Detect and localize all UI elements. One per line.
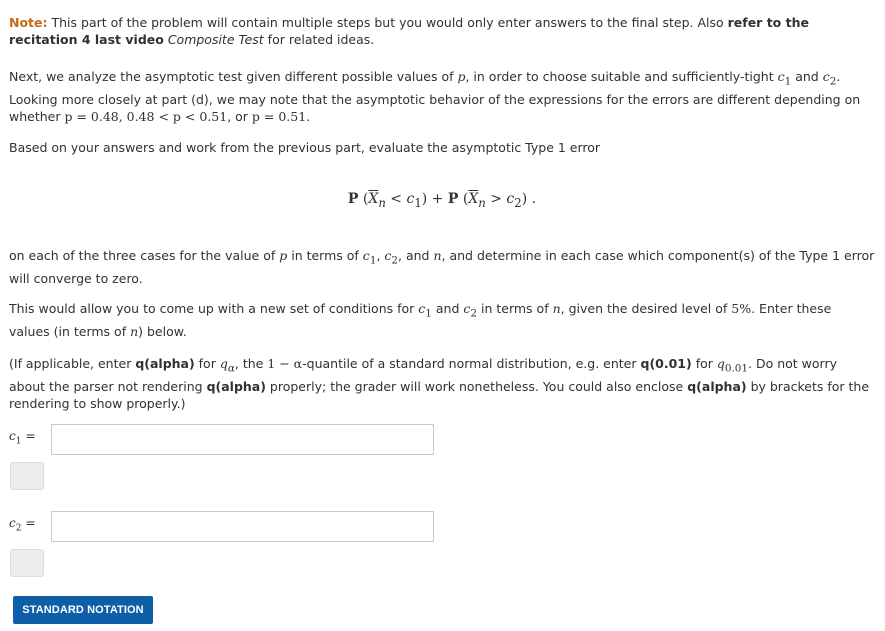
xbar: $\overline{X}$ [368,191,379,207]
math-sub: n [478,195,486,210]
code-hint: q(alpha) [206,378,266,394]
equals-sign: = [25,516,36,531]
text: and [791,69,823,84]
text: . Looking more closely at part (d), we may note that the asymptotic behavior of the expressions for the errors are different depending on whether [9,69,861,124]
text: by brackets for the rendering to show properly.) [9,378,870,411]
xbar: $\overline{X}$ [468,191,479,207]
math-c: c [9,429,16,444]
math-sub: 1 [369,254,377,267]
text: , and [398,248,434,263]
math-sub: 1 [784,75,792,88]
c1-status-box [10,462,44,490]
text: , or [227,108,252,124]
note-text: This part of the problem will contain multiple steps but you would only enter answers to the final step. Also [47,15,728,30]
instruction-paragraph: Based on your answers and work from the previous part, evaluate the asymptotic Type 1 error [9,140,601,155]
text: , given the desired level of [560,301,732,316]
math-sub: α [227,362,235,375]
cases-paragraph [9,247,875,287]
c1-label [9,428,51,450]
text: . Do not worry about the parser not rendering [9,356,838,394]
math-c1: c [362,248,370,263]
math-n: n [130,323,139,339]
c2-label [9,515,51,537]
recitation-reference: refer to the recitation 4 last video [9,15,809,47]
math-lt: < c [385,191,415,207]
text: , the [234,356,268,371]
type1-error-formula [9,191,875,212]
prob-symbol: P [347,191,359,207]
math-c2: c [384,248,392,263]
math-cases: p = 0.48, 0.48 < p < 0.51 [64,108,228,124]
standard-notation-button[interactable]: STANDARD NOTATION [13,596,153,624]
text: , and determine in each case which component(s) of the Type 1 error will converge to zero. [9,248,875,286]
math-q: q [219,356,228,371]
analysis-paragraph [9,68,875,125]
text: for [691,356,717,371]
prob-symbol: P [447,191,459,207]
math-c2: c [463,301,471,316]
text: for [194,356,220,371]
math-gt: > c [485,191,515,207]
math-p: p [457,69,466,84]
math-sub: 1 [425,307,432,320]
text: (If applicable, enter [9,356,136,371]
text: ) below. [138,323,187,339]
c2-status-box [10,549,44,577]
paren: ( [358,191,369,207]
math-sub: 1 [414,195,422,210]
text: properly; the grader will work nonetheless. You could also enclose [265,378,688,394]
math-c2: c [822,69,830,84]
math-sub: 0.01 [724,362,749,375]
c2-field-row [9,511,434,542]
math-sub: 2 [470,307,478,320]
math-n: n [433,248,442,263]
math-n: n [552,301,561,316]
significance-level: 5% [731,301,752,316]
paren: ) + [421,191,448,207]
note-label: Note: [9,15,48,30]
text: -quantile of a standard normal distribution, e.g. enter [302,356,641,371]
math-c: c [9,516,16,531]
math-c1: c [418,301,426,316]
paren: ( [458,191,469,207]
text: , in order to choose suitable and sufficiently-tight [465,69,778,84]
text: in terms of [477,301,553,316]
equals-sign: = [25,429,36,444]
math-q: q [716,356,725,371]
c2-answer-input[interactable] [51,511,434,542]
c1-answer-input[interactable] [51,424,434,455]
text: This would allow you to come up with a new set of conditions for [9,301,419,316]
math-sub: 2 [829,75,837,88]
text: on each of the three cases for the value of [9,248,280,263]
math-p: p [279,248,288,263]
math-c1: c [777,69,785,84]
text: , [376,248,385,263]
note-paragraph [9,14,875,48]
math-sub: n [378,195,386,210]
conditions-paragraph [9,300,875,340]
code-hint: q(0.01) [640,356,692,371]
c1-field-row [9,424,434,455]
math-sub: 2 [514,195,522,210]
text: and [431,301,464,316]
paren: ) . [521,191,537,207]
code-hint: q(alpha) [687,378,747,394]
text: in terms of [287,248,363,263]
text: . [306,108,311,124]
code-hint: q(alpha) [135,356,195,371]
quantile-hint-paragraph [9,355,875,412]
math-expr: 1 − α [267,356,303,371]
math-sub: 2 [15,523,22,534]
text: Next, we analyze the asymptotic test given different possible values of [9,69,458,84]
text: . Enter these values (in terms of [9,301,832,339]
math-sub: 2 [391,254,399,267]
math-sub: 1 [15,436,22,447]
composite-test-reference: Composite Test [167,32,264,47]
math-case3: p = 0.51 [251,108,307,124]
note-text: for related ideas. [263,32,375,47]
